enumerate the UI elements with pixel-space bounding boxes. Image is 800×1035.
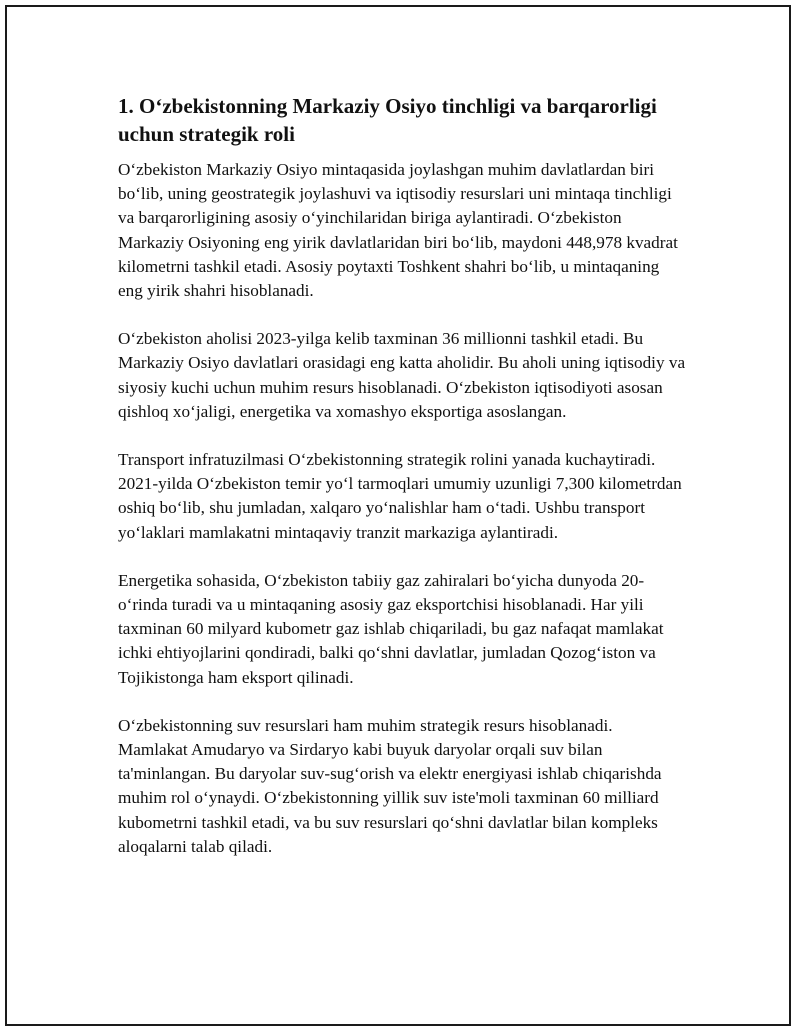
paragraph-1: O‘zbekiston Markaziy Osiyo mintaqasida joylashgan muhim davlatlardan biri bo‘lib, uning geostrategik joylashuvi va iqtisodiy resurslari uni mintaqa tinchligi va barqarorligining asosiy o‘yinchilaridan biriga aylantiradi. O‘zbekiston Markaziy Osiyoning eng yirik davlatlaridan biri bo‘lib, maydoni 448,978 kvadrat kilometrni tashkil etadi. Asosiy poytaxti Toshkent shahri bo‘lib, u mintaqaning eng yirik shahri hisoblanadi.: [118, 160, 678, 301]
paragraph-3: Transport infratuzilmasi O‘zbekistonning strategik rolini yanada kuchaytiradi. 2021-yilda O‘zbekiston temir yo‘l tarmoqlari umumiy uzunligi 7,300 kilometrdan oshiq bo‘lib, shu jumladan, xalqaro yo‘nalishlar ham o‘tadi. Ushbu transport yo‘laklari mamlakatni mintaqaviy tranzit markaziga aylantiradi.: [118, 450, 682, 542]
paragraph-4: Energetika sohasida, O‘zbekiston tabiiy gaz zahiralari bo‘yicha dunyoda 20-o‘rinda turadi va u mintaqaning asosiy gaz eksportchisi hisoblanadi. Har yili taxminan 60 milyard kubometr gaz ishlab chiqariladi, bu gaz nafaqat mamlakat ichki ehtiyojlarini qondiradi, balki qo‘shni davlatlar, jumladan Qozog‘iston va Tojikistonga ham eksport qilinadi.: [118, 570, 664, 687]
paragraph-5: O‘zbekistonning suv resurslari ham muhim strategik resurs hisoblanadi. Mamlakat Amudaryo va Sirdaryo kabi buyuk daryolar orqali suv bilan ta'minlangan. Bu daryolar suv-sug‘orish va elektr energiyasi ishlab chiqarishda muhim rol o‘ynaydi. O‘zbekistonning yillik suv iste'moli taxminan 60 milliard kubometrni tashkil etadi, va bu suv resurslari qo‘shni davlatlar bilan kompleks aloqalarni talab qiladi.: [118, 715, 662, 856]
paragraph-2: O‘zbekiston aholisi 2023-yilga kelib taxminan 36 millionni tashkil etadi. Bu Markaziy Osiyo davlatlari orasidagi eng katta aholidir. Bu aholi uning iqtisodiy va siyosiy kuchi uchun muhim resurs hisoblanadi. O‘zbekiston iqtisodiyoti asosan qishloq xo‘jaligi, energetika va xomashyo eksportiga asoslangan.: [118, 329, 686, 421]
section-heading: 1. O‘zbekistonning Markaziy Osiyo tinchligi va barqarorligi uchun strategik roli: [118, 94, 657, 146]
document-content: [118, 92, 686, 883]
